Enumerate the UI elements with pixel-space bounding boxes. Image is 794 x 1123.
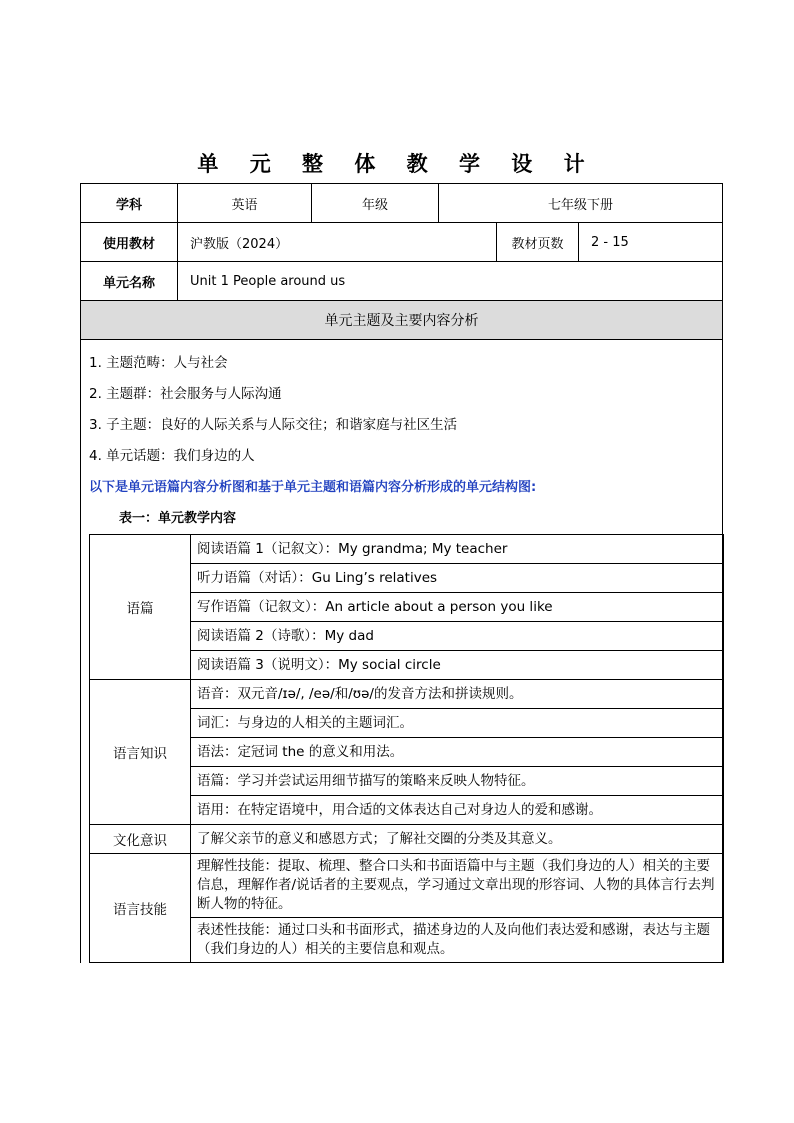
pages-value: 2 - 15 — [579, 223, 723, 262]
knowledge-item-4: 语篇：学习并尝试运用细节描写的策略来反映人物特征。 — [191, 767, 724, 796]
textbook-label: 使用教材 — [81, 223, 178, 262]
theme-point-1: 1. 主题范畴：人与社会 — [89, 355, 228, 371]
unit-design-table — [80, 183, 723, 963]
unit-name-value: Unit 1 People around us — [178, 262, 723, 301]
pages-label: 教材页数 — [497, 223, 579, 262]
skills-item-1: 理解性技能：提取、梳理、整合口头和书面语篇中与主题（我们身边的人）相关的主要信息，理解作者/说话者的主要观点，学习通过文章出现的形容词、人物的具体言行去判断人物的特征。 — [191, 854, 724, 918]
theme-point-3: 3. 子主题：良好的人际关系与人际交往；和谐家庭与社区生活 — [89, 417, 458, 433]
culture-label: 文化意识 — [90, 825, 191, 854]
analysis-intro: 以下是单元语篇内容分析图和基于单元主题和语篇内容分析形成的单元结构图: — [89, 480, 537, 495]
page-title: 单 元 整 体 教 学 设 计 — [197, 152, 597, 176]
unit-name-label: 单元名称 — [81, 262, 178, 301]
knowledge-item-5: 语用：在特定语境中，用合适的文体表达自己对身边人的爱和感谢。 — [191, 796, 724, 825]
skills-item-2: 表述性技能：通过口头和书面形式，描述身边的人及向他们表达爱和感谢，表达与主题（我们身边的人）相关的主要信息和观点。 — [191, 918, 724, 963]
grade-value: 七年级下册 — [439, 184, 723, 223]
knowledge-item-1: 语音：双元音/ɪə/, /eə/和/ʊə/的发音方法和拼读规则。 — [191, 680, 724, 709]
text-item-3: 写作语篇（记叙文）：An article about a person you like — [191, 593, 724, 622]
theme-point-2: 2. 主题群：社会服务与人际沟通 — [89, 386, 282, 402]
grade-label: 年级 — [312, 184, 439, 223]
text-item-1: 阅读语篇 1（记叙文）：My grandma; My teacher — [191, 535, 724, 564]
text-item-2: 听力语篇（对话）：Gu Ling’s relatives — [191, 564, 724, 593]
theme-analysis-body — [81, 340, 723, 964]
skills-label: 语言技能 — [90, 854, 191, 963]
knowledge-label: 语言知识 — [90, 680, 191, 825]
subject-label: 学科 — [81, 184, 178, 223]
text-item-4: 阅读语篇 2（诗歌）：My dad — [191, 622, 724, 651]
knowledge-item-2: 词汇：与身边的人相关的主题词汇。 — [191, 709, 724, 738]
table1-title: 表一：单元教学内容 — [119, 511, 237, 526]
teaching-content-table — [89, 534, 724, 963]
knowledge-item-3: 语法：定冠词 the 的意义和用法。 — [191, 738, 724, 767]
subject-value: 英语 — [178, 184, 312, 223]
culture-item: 了解父亲节的意义和感恩方式；了解社交圈的分类及其意义。 — [191, 825, 724, 854]
texts-label: 语篇 — [90, 535, 191, 680]
textbook-value: 沪教版（2024） — [178, 223, 497, 262]
section-heading: 单元主题及主要内容分析 — [81, 301, 723, 340]
theme-point-4: 4. 单元话题：我们身边的人 — [89, 448, 255, 464]
text-item-5: 阅读语篇 3（说明文）：My social circle — [191, 651, 724, 680]
